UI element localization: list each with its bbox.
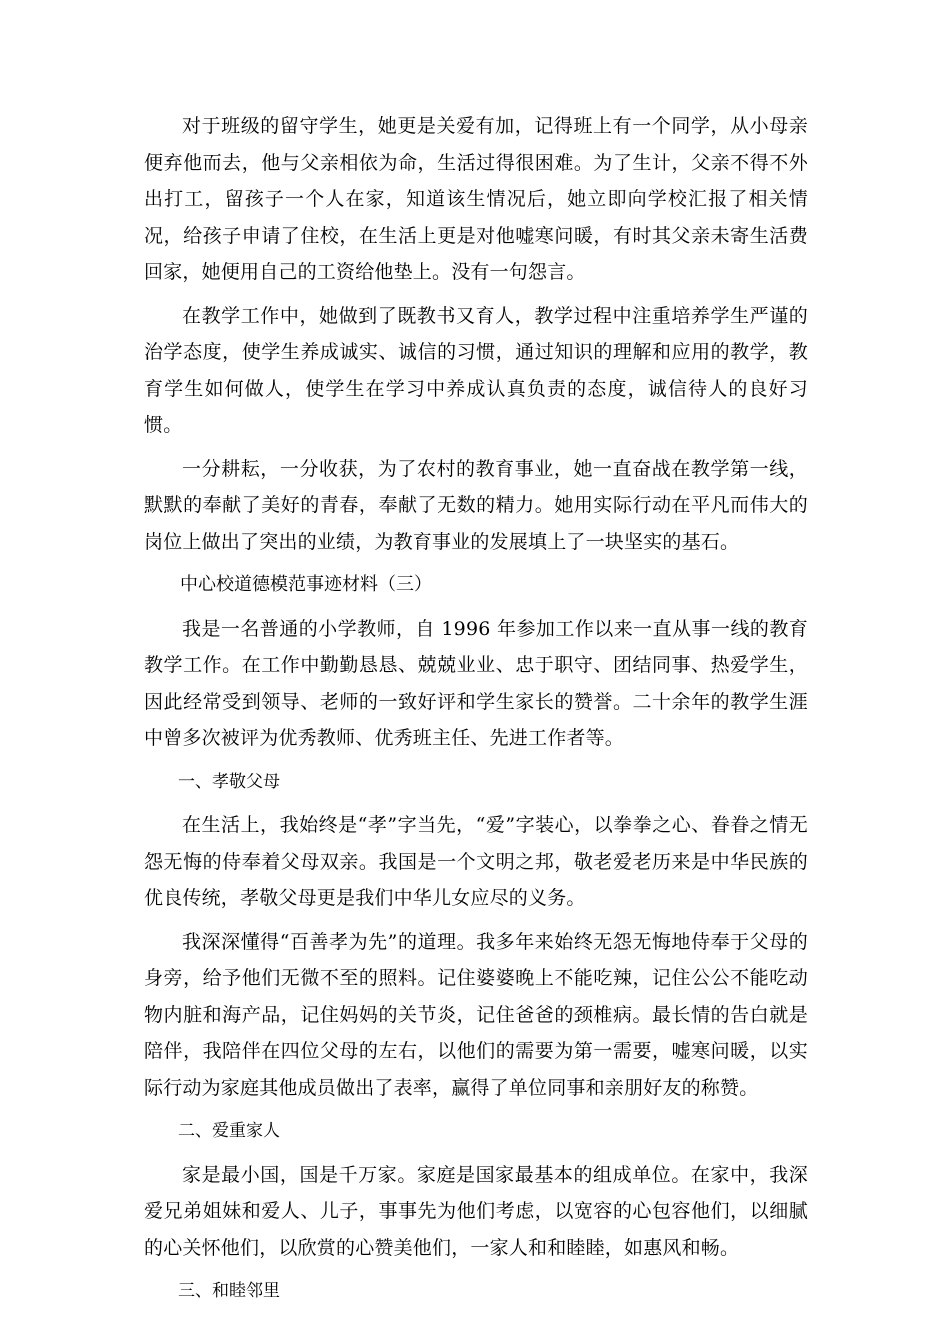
paragraph-left-behind-student: 对于班级的留守学生，她更是关爱有加，记得班上有一个同学，从小母亲便弃他而去，他与父亲相依为命，生活过得很困难。为了生计，父亲不得不外出打工，留孩子一个人在家，知道该生情况后，她立即向学校汇报了相关情况，给孩子申请了住校，在生活上更是对他嘘寒问暖，有时其父亲未寄生活费回家，她便用自己的工资给他垫上。没有一句怨言。 (144, 115, 808, 283)
paragraph-teaching-work: 在教学工作中，她做到了既教书又育人，教学过程中注重培养学生严谨的治学态度，使学生养成诚实、诚信的习惯，通过知识的理解和应用的教学，教育学生如何做人，使学生在学习中养成认真负责的态度，诚信待人的良好习惯。 (144, 304, 808, 436)
heading-neighbors: 三、和睦邻里 (178, 1281, 280, 1301)
document-page (144, 108, 808, 1310)
heading-family: 二、爱重家人 (178, 1121, 280, 1141)
paragraph-family: 家是最小国，国是千万家。家庭是国家最基本的组成单位。在家中，我深爱兄弟姐妹和爱人、儿子，事事先为他们考虑，以宽容的心包容他们，以细腻的心关怀他们，以欣赏的心赞美他们，一家人和和睦睦，如惠风和畅。 (144, 1163, 808, 1259)
paragraph-filial-1: 在生活上，我始终是“孝”字当先，“爱”字装心，以拳拳之心、眷眷之情无怨无悔的侍奉着父母双亲。我国是一个文明之邦，敬老爱老历来是中华民族的优良传统，孝敬父母更是我们中华儿女应尽的义务。 (144, 814, 808, 909)
heading-filial-piety: 一、孝敬父母 (178, 771, 280, 792)
paragraph-intro: 我是一名普通的小学教师，自 1996 年参加工作以来一直从事一线的教育教学工作。在工作中勤勤恳恳、兢兢业业、忠于职守、团结同事、热爱学生，因此经常受到领导、老师的一致好评和学生家长的赞誉。二十余年的教学生涯中曾多次被评为优秀教师、优秀班主任、先进工作者等。 (144, 617, 808, 749)
section-title: 中心校道德模范事迹材料（三） (180, 574, 432, 595)
paragraph-filial-2: 我深深懂得“百善孝为先”的道理。我多年来始终无怨无悔地侍奉于父母的身旁，给予他们无微不至的照料。记住婆婆晚上不能吃辣，记住公公不能吃动物内脏和海产品，记住妈妈的关节炎，记住爸爸的颈椎病。最长情的告白就是陪伴，我陪伴在四位父母的左右，以他们的需要为第一需要，嘘寒问暖，以实际行动为家庭其他成员做出了表率，赢得了单位同事和亲朋好友的称赞。 (144, 930, 808, 1099)
paragraph-dedication: 一分耕耘，一分收获，为了农村的教育事业，她一直奋战在教学第一线，默默的奉献了美好的青春，奉献了无数的精力。她用实际行动在平凡而伟大的岗位上做出了突出的业绩，为教育事业的发展填上了一块坚实的基石。 (144, 457, 808, 553)
